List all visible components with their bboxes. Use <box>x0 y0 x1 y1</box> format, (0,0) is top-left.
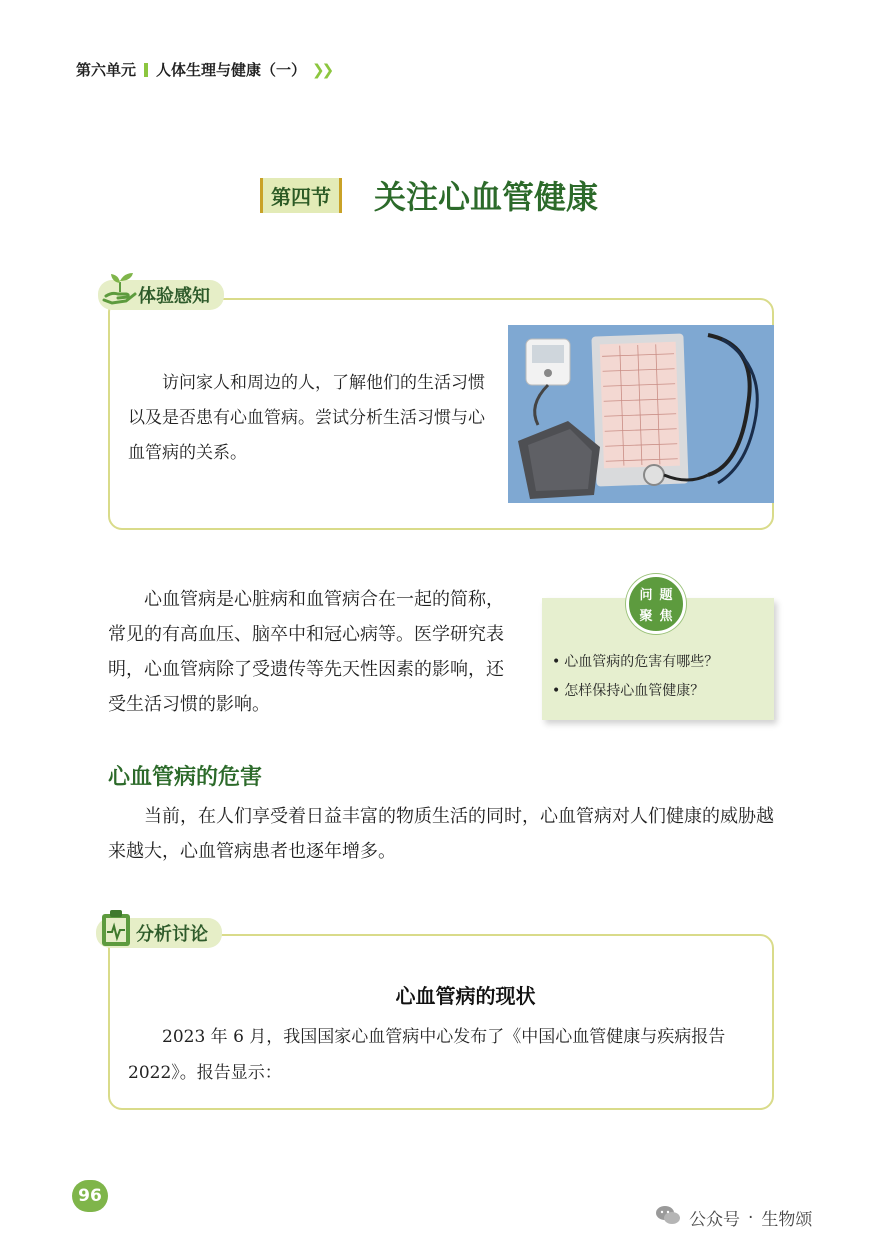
section-tag: 第四节 <box>260 178 342 213</box>
blood-pressure-photo <box>508 325 774 503</box>
unit-header <box>76 59 331 80</box>
discussion-label-text: 分析讨论 <box>136 924 208 945</box>
experience-label <box>98 280 224 310</box>
badge-char: 焦 <box>659 609 673 624</box>
question-focus-badge <box>626 574 686 634</box>
sprout-hand-icon <box>102 270 138 311</box>
watermark-dot: · <box>748 1207 754 1228</box>
unit-subtitle: 人体生理与健康（一） <box>156 61 307 79</box>
badge-char: 问 <box>639 588 653 603</box>
section-name: 关注心血管健康 <box>374 178 599 216</box>
clipboard-heartbeat-icon <box>100 908 134 953</box>
discussion-text: 2023 年 6 月，我国国家心血管病中心发布了《中国心血管健康与疾病报告 2022》。报告显示： <box>128 1027 726 1083</box>
wechat-watermark <box>655 1204 812 1231</box>
experience-label-text: 体验感知 <box>138 286 210 307</box>
focus-questions <box>552 648 718 706</box>
hazards-heading: 心血管病的危害 <box>108 765 263 790</box>
double-chevron-icon: ❯❯ <box>312 60 332 79</box>
focus-question: • 心血管病的危害有哪些？ <box>552 648 718 677</box>
wechat-icon <box>655 1204 681 1231</box>
discussion-title: 心血管病的现状 <box>395 984 536 1008</box>
watermark-name: 生物颂 <box>761 1210 813 1230</box>
intro-paragraph: 心血管病是心脏病和血管病合在一起的简称，常见的有高血压、脑卒中和冠心病等。医学研究表明，心血管病除了受遗传等先天性因素的影响，还受生活习惯的影响。 <box>108 589 504 715</box>
focus-question: • 怎样保持心血管健康？ <box>552 677 718 706</box>
page-number: 96 <box>72 1180 108 1212</box>
section-title <box>260 172 598 218</box>
unit-number: 第六单元 <box>76 61 137 79</box>
experience-text: 访问家人和周边的人，了解他们的生活习惯以及是否患有心血管病。尝试分析生活习惯与心血管病的关系。 <box>128 373 485 463</box>
discussion-label <box>96 918 222 948</box>
badge-char: 聚 <box>639 609 653 624</box>
hazards-paragraph: 当前，在人们享受着日益丰富的物质生活的同时，心血管病对人们健康的威胁越来越大，心血管病患者也逐年增多。 <box>108 806 774 862</box>
header-divider <box>144 63 148 77</box>
watermark-account: 公众号 <box>689 1210 740 1230</box>
badge-char: 题 <box>659 588 673 603</box>
